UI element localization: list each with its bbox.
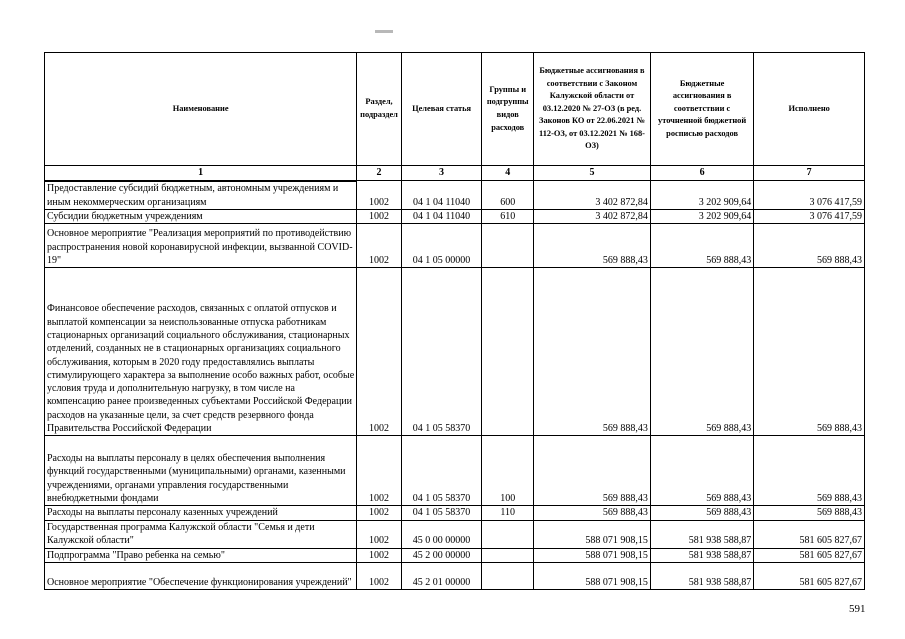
- table-header-row: [45, 53, 865, 166]
- row-article: 04 1 05 00000: [401, 224, 482, 268]
- header-article: Целевая статья: [401, 53, 482, 166]
- table-row: [45, 268, 865, 436]
- row-group: [482, 224, 534, 268]
- column-number-row: [45, 166, 865, 181]
- row-group: 110: [482, 506, 534, 520]
- row-article: 04 1 05 58370: [401, 506, 482, 520]
- row-alloc-updated: 3 202 909,64: [650, 210, 753, 224]
- row-alloc-law: 588 071 908,15: [534, 562, 651, 589]
- row-alloc-updated: 3 202 909,64: [650, 181, 753, 210]
- column-number: 1: [45, 166, 357, 181]
- table-row: [45, 562, 865, 589]
- row-alloc-law: 569 888,43: [534, 268, 651, 436]
- row-name: Расходы на выплаты персоналу казенных учреждений: [45, 506, 357, 520]
- row-section: 1002: [357, 506, 401, 520]
- row-name: Государственная программа Калужской области "Семья и дети Калужской области": [45, 520, 357, 548]
- row-article: 45 2 01 00000: [401, 562, 482, 589]
- row-section: 1002: [357, 562, 401, 589]
- row-name: Основное мероприятие "Обеспечение функционирования учреждений": [45, 562, 357, 589]
- row-alloc-updated: 569 888,43: [650, 506, 753, 520]
- row-article: 45 2 00 00000: [401, 548, 482, 562]
- header-name: Наименование: [45, 53, 357, 166]
- row-alloc-law: 569 888,43: [534, 224, 651, 268]
- row-alloc-updated: 581 938 588,87: [650, 562, 753, 589]
- row-group: 100: [482, 436, 534, 506]
- table-row: [45, 506, 865, 520]
- row-section: 1002: [357, 210, 401, 224]
- row-alloc-updated: 569 888,43: [650, 224, 753, 268]
- row-name: Финансовое обеспечение расходов, связанных с оплатой отпусков и выплатой компенсации за неиспользованные отпуска работникам стационарных организаций социального обслуживания, стационарных отделений, созданных не в стационарных организациях социального обслуживания, которым в 2020 году предоставлялись выплаты стимулирующего характера за выполнение особо важных работ, особые условия труда и дополнительную нагрузку, в том числе на компенсацию ранее произведенных субъектами Российской Федерации расходов на указанные цели, за счет средств резервного фонда Правительства Российской Федерации: [45, 268, 357, 436]
- row-section: 1002: [357, 224, 401, 268]
- row-executed: 3 076 417,59: [754, 210, 865, 224]
- row-executed: 581 605 827,67: [754, 520, 865, 548]
- column-number: 6: [650, 166, 753, 181]
- row-alloc-law: 3 402 872,84: [534, 181, 651, 210]
- row-article: 04 1 04 11040: [401, 181, 482, 210]
- row-group: 610: [482, 210, 534, 224]
- row-name: Расходы на выплаты персоналу в целях обеспечения выполнения функций государственными (муниципальными) органами, казенными учреждениями, органами управления государственными внебюджетными фондами: [45, 436, 357, 506]
- row-alloc-law: 569 888,43: [534, 436, 651, 506]
- table-row: [45, 436, 865, 506]
- column-number: 2: [357, 166, 401, 181]
- row-alloc-updated: 581 938 588,87: [650, 548, 753, 562]
- header-alloc-updated: Бюджетные ассигнования в соответствии с уточненной бюджетной росписью расходов: [650, 53, 753, 166]
- row-alloc-law: 588 071 908,15: [534, 548, 651, 562]
- scan-artifact-dash: [375, 30, 393, 33]
- row-section: 1002: [357, 520, 401, 548]
- row-alloc-updated: 569 888,43: [650, 436, 753, 506]
- row-name: Предоставление субсидий бюджетным, автономным учреждениям и иным некоммерческим организациям: [45, 181, 357, 210]
- row-name: Подпрограмма "Право ребенка на семью": [45, 548, 357, 562]
- row-group: 600: [482, 181, 534, 210]
- row-executed: 569 888,43: [754, 268, 865, 436]
- row-executed: 569 888,43: [754, 506, 865, 520]
- row-executed: 569 888,43: [754, 436, 865, 506]
- page-number: 591: [849, 603, 866, 615]
- row-executed: 3 076 417,59: [754, 181, 865, 210]
- row-article: 04 1 05 58370: [401, 268, 482, 436]
- row-group: [482, 562, 534, 589]
- row-alloc-updated: 581 938 588,87: [650, 520, 753, 548]
- header-section: Раздел, подраздел: [357, 53, 401, 166]
- row-name: Основное мероприятие "Реализация мероприятий по противодействию распространения новой коронавирусной инфекции, вызванной COVID-19": [45, 224, 357, 268]
- row-alloc-law: 3 402 872,84: [534, 210, 651, 224]
- row-section: 1002: [357, 436, 401, 506]
- table-row: [45, 181, 865, 210]
- row-section: 1002: [357, 268, 401, 436]
- header-group: Группы и подгруппы видов расходов: [482, 53, 534, 166]
- row-alloc-law: 569 888,43: [534, 506, 651, 520]
- row-section: 1002: [357, 548, 401, 562]
- header-alloc-law: Бюджетные ассигнования в соответствии с Законом Калужской области от 03.12.2020 № 27-ОЗ (в ред. Законов КО от 22.06.2021 № 112-ОЗ, от 03.12.2021 № 168-ОЗ): [534, 53, 651, 166]
- row-article: 04 1 05 58370: [401, 436, 482, 506]
- row-alloc-law: 588 071 908,15: [534, 520, 651, 548]
- row-group: [482, 548, 534, 562]
- row-article: 45 0 00 00000: [401, 520, 482, 548]
- table-row: [45, 224, 865, 268]
- column-number: 7: [754, 166, 865, 181]
- column-number: 4: [482, 166, 534, 181]
- row-executed: 569 888,43: [754, 224, 865, 268]
- budget-table: [44, 52, 865, 590]
- row-group: [482, 268, 534, 436]
- column-number: 5: [534, 166, 651, 181]
- row-executed: 581 605 827,67: [754, 548, 865, 562]
- row-group: [482, 520, 534, 548]
- row-alloc-updated: 569 888,43: [650, 268, 753, 436]
- column-number: 3: [401, 166, 482, 181]
- row-section: 1002: [357, 181, 401, 210]
- row-article: 04 1 04 11040: [401, 210, 482, 224]
- table-row: [45, 520, 865, 548]
- table-row: [45, 210, 865, 224]
- row-executed: 581 605 827,67: [754, 562, 865, 589]
- table-row: [45, 548, 865, 562]
- row-name: Субсидии бюджетным учреждениям: [45, 210, 357, 224]
- header-executed: Исполнено: [754, 53, 865, 166]
